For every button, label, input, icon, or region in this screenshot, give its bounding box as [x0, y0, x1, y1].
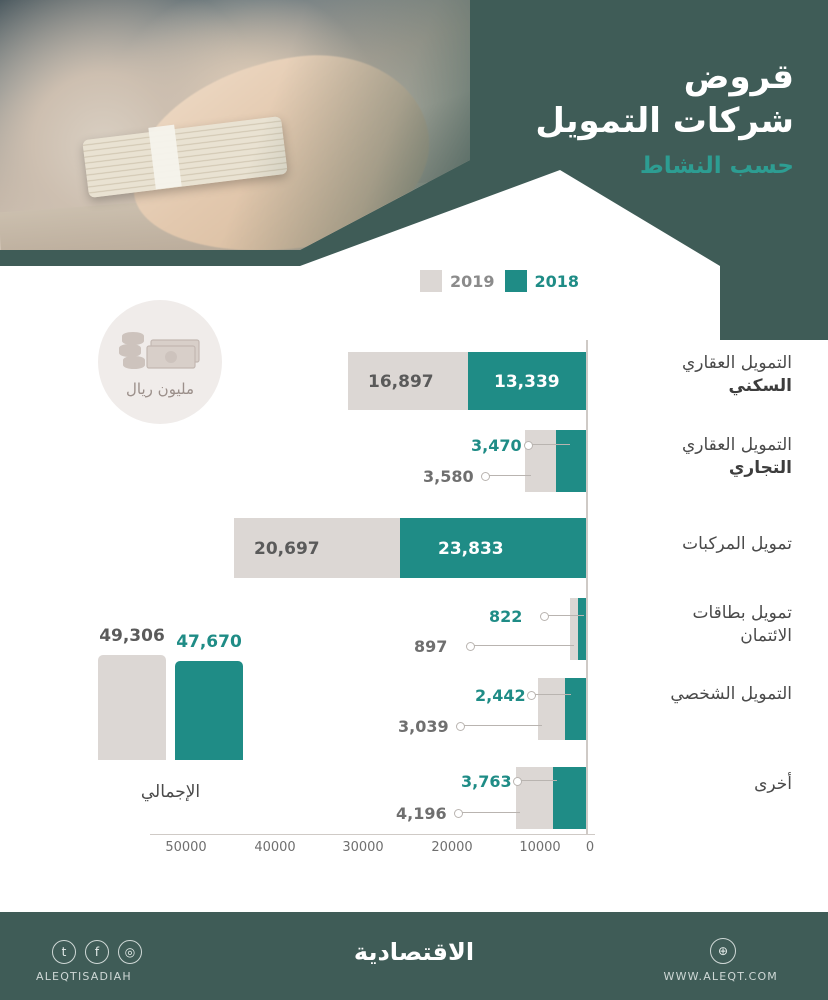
category-label-1: [622, 434, 792, 480]
page-title-line1: قروض: [683, 57, 794, 97]
category-label-1-line2: التجاري: [728, 457, 792, 478]
leader-dot-2019-5: [454, 809, 463, 818]
leader-2019-1: [489, 475, 531, 476]
brand-logo: الاقتصادية: [353, 938, 475, 966]
leader-2019-3: [474, 645, 574, 646]
bar-value-2018-0: 13,339: [494, 372, 560, 392]
page-title-line2: شركات التمويل: [535, 100, 794, 141]
category-label-5: [622, 773, 792, 796]
bar-2019-4: [538, 678, 565, 740]
category-label-1-line1: التمويل العقاري: [681, 435, 792, 455]
bar-2019-1: [525, 430, 556, 492]
x-tick-0: 0: [585, 840, 595, 855]
category-label-4: [622, 683, 792, 706]
legend-swatch-2019: [420, 270, 442, 292]
total-value-2019: 49,306: [99, 626, 165, 646]
twitter-icon[interactable]: t: [52, 940, 76, 964]
bar-value-2018-2: 23,833: [438, 539, 504, 559]
website-url[interactable]: WWW.ALEQT.COM: [663, 970, 778, 983]
instagram-icon[interactable]: ◎: [118, 940, 142, 964]
bar-value-2018-3: 822: [489, 607, 523, 626]
legend-swatch-2018: [505, 270, 527, 292]
bar-2018-5: [553, 767, 586, 829]
category-label-2: [622, 533, 792, 556]
x-tick-10000: 10000: [519, 840, 561, 855]
total-caption: الإجمالي: [140, 782, 201, 802]
x-tick-50000: 50000: [165, 840, 207, 855]
category-label-4-line1: التمويل الشخصي: [670, 684, 792, 704]
category-label-3: [622, 602, 792, 648]
legend-label-2018: 2018: [534, 271, 580, 291]
category-label-3-line1: تمويل بطاقات: [692, 603, 792, 623]
globe-icon[interactable]: ⊕: [710, 938, 736, 964]
leader-dot-2019-4: [456, 722, 465, 731]
category-label-0-line2: السكني: [728, 375, 792, 396]
category-label-3-line2: الائتمان: [740, 625, 792, 646]
leader-2018-3: [546, 615, 584, 616]
bar-value-2019-5: 4,196: [396, 804, 447, 823]
bar-value-2018-1: 3,470: [471, 436, 522, 455]
bar-value-2019-3: 897: [414, 637, 448, 656]
bar-value-2019-4: 3,039: [398, 717, 449, 736]
category-label-0: [622, 352, 792, 398]
social-icons: [52, 940, 142, 964]
leader-dot-2018-5: [513, 777, 522, 786]
bar-2018-3: [578, 598, 586, 660]
social-handle: ALEQTISADIAH: [36, 970, 132, 983]
leader-2019-4: [464, 725, 542, 726]
legend-label-2019: 2019: [450, 271, 495, 291]
bar-value-2019-2: 20,697: [254, 539, 320, 559]
x-tick-20000: 20000: [431, 840, 473, 855]
chart-area: [0, 330, 828, 860]
x-tick-30000: 30000: [342, 840, 384, 855]
page-subtitle: حسب النشاط: [639, 153, 794, 180]
leader-dot-2019-3: [466, 642, 475, 651]
leader-2018-4: [533, 694, 571, 695]
leader-dot-2018-3: [540, 612, 549, 621]
bar-2018-1: [556, 430, 586, 492]
x-tick-40000: 40000: [254, 840, 296, 855]
chart-legend: [420, 268, 610, 294]
leader-dot-2018-4: [527, 691, 536, 700]
total-value-2018: 47,670: [176, 632, 242, 652]
leader-2018-1: [528, 444, 570, 445]
category-label-2-line1: تمويل المركبات: [682, 534, 792, 554]
x-axis: [150, 840, 595, 860]
bar-2019-3: [570, 598, 578, 660]
legend-item-2018: [505, 270, 580, 292]
total-bar-2018: [175, 661, 243, 760]
bar-value-2018-5: 3,763: [461, 772, 512, 791]
leader-2019-5: [462, 812, 520, 813]
bar-value-2018-4: 2,442: [475, 686, 526, 705]
bar-value-2019-0: 16,897: [368, 372, 434, 392]
unit-label: مليون ريال: [126, 380, 194, 398]
bar-2018-4: [565, 678, 586, 740]
legend-item-2019: [420, 270, 495, 292]
category-label-5-line1: أخرى: [754, 774, 792, 794]
x-axis-rule: [150, 834, 595, 835]
footer: [0, 912, 828, 1000]
value-axis-line: [586, 340, 588, 835]
title-block: [374, 56, 794, 179]
bar-value-2019-1: 3,580: [423, 467, 474, 486]
total-bar-2019: [98, 655, 166, 760]
category-label-0-line1: التمويل العقاري: [681, 353, 792, 373]
header: [0, 0, 828, 340]
leader-dot-2019-1: [481, 472, 490, 481]
facebook-icon[interactable]: f: [85, 940, 109, 964]
bar-2019-5: [516, 767, 553, 829]
leader-2018-5: [519, 780, 557, 781]
leader-dot-2018-1: [524, 441, 533, 450]
